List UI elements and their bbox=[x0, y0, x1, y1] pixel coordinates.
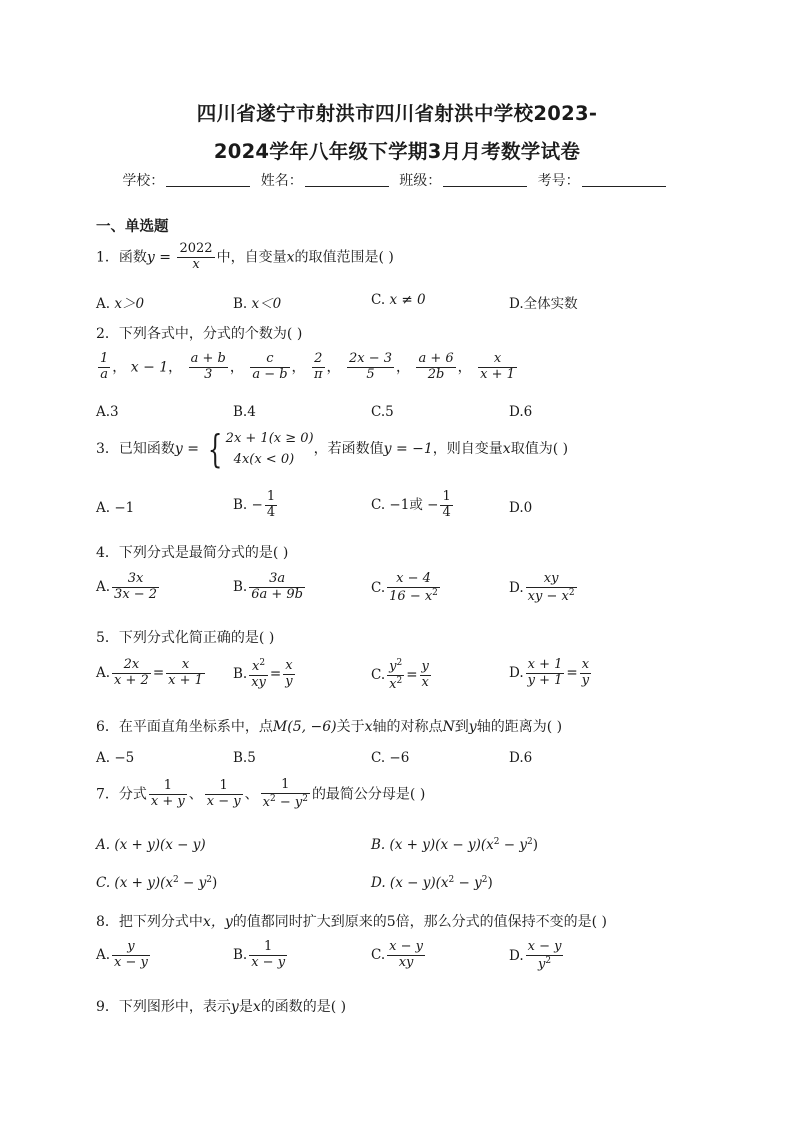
q2-e7-num: a + 6 bbox=[418, 351, 454, 366]
q5-a-rfrac bbox=[166, 658, 205, 689]
q4-option-c[interactable] bbox=[371, 572, 442, 605]
q7-sep-2: 、 bbox=[244, 786, 259, 803]
q5-d-rden: y bbox=[581, 672, 590, 688]
q3-cases bbox=[226, 428, 314, 470]
q8-a-frac bbox=[112, 940, 150, 971]
q1-option-c[interactable] bbox=[371, 292, 426, 308]
q1-option-b[interactable] bbox=[233, 292, 281, 312]
q5-c-rden: x bbox=[421, 674, 429, 690]
q5-c-lden-wrap: $x^2$ bbox=[389, 675, 403, 692]
q5-b-rfrac bbox=[283, 659, 294, 690]
q3-b-den: 4 bbox=[266, 504, 276, 520]
q3-option-b[interactable] bbox=[233, 490, 279, 521]
q5-c-label: C. bbox=[371, 666, 386, 683]
q7-f2-num: 1 bbox=[205, 779, 243, 795]
q2-option-a[interactable]: A.3 bbox=[96, 404, 119, 420]
q4-d-den: xy − x bbox=[527, 588, 569, 604]
q3-b-num: 1 bbox=[266, 489, 276, 504]
q5-a-lfrac bbox=[112, 658, 151, 689]
q3-eq: = bbox=[182, 441, 204, 457]
q6-option-b[interactable]: B.5 bbox=[233, 750, 256, 766]
q5-c-lden: x bbox=[389, 676, 397, 692]
q7-f3-num: 1 bbox=[261, 778, 310, 794]
q5-option-d[interactable]: D. $\frac{x + 1}{y + 1}$ = $\frac{x}{y}$ bbox=[509, 657, 590, 688]
q7-option-d[interactable]: D. $(x - y)(x^2 - y^2)$ bbox=[371, 875, 493, 891]
question-4: 4．下列分式是最简分式的是( ) bbox=[96, 545, 289, 561]
q3-var: x bbox=[502, 441, 511, 457]
q8-c-frac bbox=[387, 940, 425, 971]
q3-case1: 2x + 1(x ≥ 0) bbox=[225, 431, 314, 446]
q3-text-post2: 取值为( ) bbox=[510, 441, 569, 457]
q4-option-a[interactable] bbox=[96, 572, 161, 603]
exam-title-line2: 2024学年八年级下学期3月月考数学试卷 bbox=[213, 140, 581, 163]
q4-option-d[interactable] bbox=[509, 572, 579, 605]
q3-c-frac bbox=[440, 490, 452, 521]
q8-text-post: 的值都同时扩大到原来的5倍，那么分式的值保持不变的是( ) bbox=[232, 914, 608, 930]
q3-text-post: ，则自变量 bbox=[432, 441, 503, 457]
q3-option-d[interactable]: D.0 bbox=[509, 500, 533, 516]
q4-c-num: x − 4 bbox=[387, 572, 440, 588]
q4-b-frac bbox=[249, 572, 305, 603]
q2-option-b[interactable]: B.4 bbox=[233, 404, 256, 420]
q7-b-text: B. (x + y)(x − y)(x bbox=[371, 837, 494, 853]
q4-c-den-wrap: $16 - x^2$ bbox=[389, 587, 438, 604]
q6-text-post: 轴的距离为( ) bbox=[476, 719, 563, 735]
q2-expr-8 bbox=[478, 352, 517, 383]
q2-expr-5 bbox=[312, 352, 325, 383]
q6-x: x bbox=[364, 719, 373, 735]
class-blank[interactable] bbox=[443, 172, 527, 187]
q8-d-den-wrap: $y^2$ bbox=[538, 955, 552, 972]
q3-text-pre: 3．已知函数 bbox=[96, 441, 175, 457]
q2-expr-4 bbox=[250, 352, 289, 383]
question-7 bbox=[96, 778, 425, 811]
q7-option-a[interactable] bbox=[96, 837, 206, 853]
q1-a-expr: x＞0 bbox=[114, 296, 145, 312]
q3-cond: y = −1 bbox=[383, 441, 433, 457]
q3-option-c[interactable] bbox=[371, 490, 455, 521]
q7-f3-den: x bbox=[262, 794, 270, 810]
q9-text-pre: 9．下列图形中，表示 bbox=[96, 999, 231, 1015]
q8-option-d[interactable] bbox=[509, 940, 565, 973]
q1-fraction bbox=[177, 242, 214, 273]
q7-f2-den: x − y bbox=[206, 793, 241, 809]
q4-d-den-wrap: xy − $x^2$ bbox=[527, 587, 575, 604]
q3-option-a[interactable]: A. −1 bbox=[96, 500, 135, 516]
q6-n: N bbox=[442, 719, 455, 735]
q4-b-num: 3a bbox=[249, 572, 305, 588]
q6-text-mid3: 到 bbox=[454, 719, 469, 735]
q3-c-num: 1 bbox=[442, 489, 451, 504]
q5-a-lnum: 2x bbox=[112, 658, 151, 674]
q7-sep-1: 、 bbox=[188, 786, 203, 803]
q6-point: M(5, −6) bbox=[272, 719, 337, 735]
q4-a-frac bbox=[112, 572, 159, 603]
q2-e4-num: c bbox=[250, 352, 289, 368]
q2-expr-1 bbox=[98, 352, 110, 383]
q9-text-post: 的函数的是( ) bbox=[260, 999, 347, 1015]
q4-a-label: A. bbox=[96, 578, 111, 595]
q5-c-lfrac bbox=[387, 658, 404, 693]
q7-f3-den-wrap: $x^2 - y^2$ bbox=[262, 793, 308, 810]
q6-text-mid2: 轴的对称点 bbox=[372, 719, 443, 735]
q2-e4-den: a − b bbox=[252, 366, 288, 382]
q2-option-d[interactable]: D.6 bbox=[509, 404, 533, 420]
q1-var: x bbox=[286, 249, 295, 266]
question-6 bbox=[96, 716, 562, 736]
q2-expressions: $\frac{1}{a}$ ， x − 1， $\frac{a + b}{3}$ ， $\frac{c}{a - b}$ ， $\frac{2}{\pi}$ ， $\frac{2x - 3}{5}$ ， $\frac{a + 6}{2b}$ ， $\frac{x}{x + 1}$ bbox=[100, 351, 515, 382]
class-label: 班级： bbox=[399, 173, 442, 189]
q1-eq: = bbox=[154, 249, 176, 266]
q8-option-a[interactable] bbox=[96, 940, 152, 971]
q5-d-rfrac bbox=[580, 658, 591, 689]
q8-b-frac bbox=[249, 940, 287, 971]
q8-d-frac bbox=[526, 940, 564, 973]
q5-d-lfrac bbox=[526, 658, 565, 689]
q3-y: y bbox=[174, 441, 183, 457]
q7-frac-1 bbox=[149, 779, 187, 810]
q5-a-lden: x + 2 bbox=[114, 672, 149, 688]
q1-option-d[interactable]: D.全体实数 bbox=[509, 296, 578, 312]
exam-title-line1: 四川省遂宁市射洪市四川省射洪中学校2023- bbox=[196, 102, 598, 125]
q5-c-rfrac bbox=[420, 660, 431, 691]
q7-d-text: D. (x − y)(x bbox=[371, 875, 449, 891]
q8-option-c[interactable] bbox=[371, 940, 427, 971]
q7-option-c[interactable]: C. $(x + y)(x^2 - y^2)$ bbox=[96, 875, 218, 891]
q5-d-lnum: x + 1 bbox=[526, 658, 565, 674]
q5-a-rden: x + 1 bbox=[168, 672, 203, 688]
q2-e1-den: a bbox=[100, 366, 109, 382]
q8-c-label: C. bbox=[371, 946, 386, 963]
q6-y: y bbox=[468, 719, 477, 735]
q1-frac-den: x bbox=[192, 256, 200, 272]
q9-y: y bbox=[230, 999, 239, 1015]
q8-b-label: B. bbox=[233, 946, 248, 963]
q8-b-num: 1 bbox=[249, 940, 287, 956]
number-label: 考号： bbox=[537, 173, 580, 189]
q1-number: 1． bbox=[96, 249, 119, 266]
q4-a-num: 3x bbox=[112, 572, 159, 588]
q1-y: y bbox=[146, 249, 155, 266]
q4-c-den: 16 − x bbox=[389, 588, 433, 604]
q5-c-lnum: y bbox=[389, 659, 397, 674]
school-label: 学校： bbox=[122, 173, 165, 189]
q8-option-b[interactable] bbox=[233, 940, 289, 971]
q2-e8-den: x + 1 bbox=[480, 366, 515, 382]
q2-e3-den: 3 bbox=[204, 366, 213, 382]
q9-x: x bbox=[252, 999, 261, 1015]
q8-d-den: y bbox=[538, 956, 546, 972]
q5-b-lden: xy bbox=[251, 674, 266, 690]
question-3 bbox=[96, 428, 568, 470]
q5-b-lfrac bbox=[249, 658, 268, 691]
q5-option-b[interactable]: B. $\frac{x^2}{xy}$ = $\frac{x}{y}$ bbox=[233, 658, 293, 690]
q2-e3-num: a + b bbox=[190, 351, 226, 366]
q2-expr-6 bbox=[347, 352, 394, 383]
q9-text-mid: 是 bbox=[238, 999, 253, 1015]
q1-c-expr: x ≠ 0 bbox=[389, 292, 426, 308]
q8-a-num: y bbox=[112, 940, 150, 956]
q1-c-label: C. bbox=[371, 292, 390, 308]
q6-option-a[interactable]: A. −5 bbox=[96, 750, 135, 766]
q4-d-label: D. bbox=[509, 579, 524, 596]
q4-d-frac bbox=[526, 572, 577, 605]
question-8 bbox=[96, 911, 607, 931]
q2-expr-3 bbox=[189, 352, 228, 383]
q8-b-den: x − y bbox=[251, 954, 286, 970]
q7-f1-den: x + y bbox=[150, 793, 185, 809]
q1-b-expr: x＜0 bbox=[251, 296, 282, 312]
q7-a-text: A. (x + y)(x − y) bbox=[96, 837, 206, 853]
q7-frac-2 bbox=[205, 779, 243, 810]
section-heading: 一、单选题 bbox=[96, 219, 169, 235]
q3-case2: 4x(x < 0) bbox=[233, 452, 295, 467]
student-info-row bbox=[0, 170, 794, 190]
question-9 bbox=[96, 996, 346, 1016]
q4-option-b[interactable] bbox=[233, 572, 307, 603]
q2-e6-den: 5 bbox=[366, 366, 375, 382]
q6-option-c[interactable]: C. −6 bbox=[371, 750, 410, 766]
q2-expr-2: x − 1 bbox=[130, 359, 169, 376]
q4-b-label: B. bbox=[233, 578, 248, 595]
q1-option-a[interactable] bbox=[96, 292, 144, 312]
q2-e6-num: 2x − 3 bbox=[349, 351, 393, 366]
q7-c-text: C. (x + y)(x bbox=[96, 875, 173, 891]
q5-d-label: D. bbox=[509, 664, 524, 681]
q6-text-mid1: 关于 bbox=[336, 719, 365, 735]
q7-option-b[interactable]: B. $(x + y)(x - y)(x^2 - y^2)$ bbox=[371, 837, 539, 853]
q6-option-d[interactable]: D.6 bbox=[509, 750, 533, 766]
q7-frac-3 bbox=[261, 778, 310, 811]
q7-f1-num: 1 bbox=[149, 779, 187, 795]
q8-vars: x，y bbox=[202, 914, 233, 930]
q5-b-lnum-wrap: $x^2$ bbox=[249, 658, 268, 676]
q5-option-c[interactable]: C. $\frac{y^2}{x^2}$ = $\frac{y}{x}$ bbox=[371, 658, 429, 692]
q4-c-label: C. bbox=[371, 579, 386, 596]
q3-brace: { bbox=[208, 427, 223, 471]
q2-e8-num: x bbox=[478, 352, 517, 368]
q2-e7-den: 2b bbox=[427, 366, 445, 382]
q1-text-mid: 中，自变量 bbox=[216, 249, 287, 266]
q5-option-a[interactable]: A. $\frac{2x}{x + 2}$ = $\frac{x}{x + 1}$ bbox=[96, 657, 203, 688]
q8-text-pre: 8．把下列分式中 bbox=[96, 914, 203, 930]
q1-text-post: 的取值范围是( ) bbox=[294, 249, 394, 266]
school-blank[interactable] bbox=[166, 172, 250, 187]
q5-b-lnum: x bbox=[252, 659, 260, 674]
q5-b-label: B. bbox=[233, 665, 248, 682]
q3-text-mid: ，若函数值 bbox=[313, 441, 384, 457]
q5-c-lnum-wrap: $y^2$ bbox=[389, 658, 403, 674]
q8-d-num: x − y bbox=[527, 939, 562, 954]
q8-c-den: xy bbox=[398, 954, 414, 970]
name-blank[interactable] bbox=[305, 172, 389, 187]
q5-d-lden: y + 1 bbox=[527, 672, 563, 688]
q5-b-rnum: x bbox=[283, 659, 294, 675]
q4-b-den: 6a + 9b bbox=[251, 586, 303, 602]
q2-e5-num: 2 bbox=[312, 352, 325, 368]
q5-d-rnum: x bbox=[580, 658, 591, 674]
q1-b-label: B. bbox=[233, 296, 252, 312]
q2-e5-den: π bbox=[314, 366, 323, 382]
q1-a-label: A. bbox=[96, 296, 115, 312]
number-blank[interactable] bbox=[582, 172, 666, 187]
question-2: 2．下列各式中，分式的个数为( ) bbox=[96, 326, 303, 342]
q2-expr-7 bbox=[416, 352, 455, 383]
q5-b-rden: y bbox=[285, 673, 293, 689]
q4-d-num: xy bbox=[526, 572, 577, 588]
q8-a-den: x − y bbox=[114, 954, 148, 970]
q1-frac-num: 2022 bbox=[179, 241, 213, 256]
question-1 bbox=[96, 242, 394, 273]
q5-c-rnum: y bbox=[421, 659, 429, 674]
q7-text-post: 的最简公分母是( ) bbox=[311, 786, 426, 803]
name-label: 姓名： bbox=[260, 173, 303, 189]
q3-c-label: C. −1或 − bbox=[371, 496, 439, 513]
q2-option-c[interactable]: C.5 bbox=[371, 404, 394, 420]
q8-a-label: A. bbox=[96, 946, 111, 963]
q8-c-num: x − y bbox=[389, 939, 423, 954]
q2-e1-num: 1 bbox=[100, 351, 109, 366]
q4-c-frac bbox=[387, 572, 440, 605]
q3-b-frac bbox=[265, 490, 277, 521]
question-5: 5．下列分式化简正确的是( ) bbox=[96, 630, 275, 646]
q5-a-label: A. bbox=[96, 664, 111, 681]
q4-a-den: 3x − 2 bbox=[114, 586, 158, 602]
q3-b-label: B. − bbox=[233, 496, 263, 513]
q3-c-den: 4 bbox=[442, 504, 451, 520]
q7-text-pre: 7．分式 bbox=[96, 786, 147, 803]
q1-text-pre: 函数 bbox=[118, 249, 147, 266]
q5-a-rnum: x bbox=[166, 658, 205, 674]
q6-text-pre: 6．在平面直角坐标系中，点 bbox=[96, 719, 273, 735]
q8-d-label: D. bbox=[509, 947, 524, 964]
